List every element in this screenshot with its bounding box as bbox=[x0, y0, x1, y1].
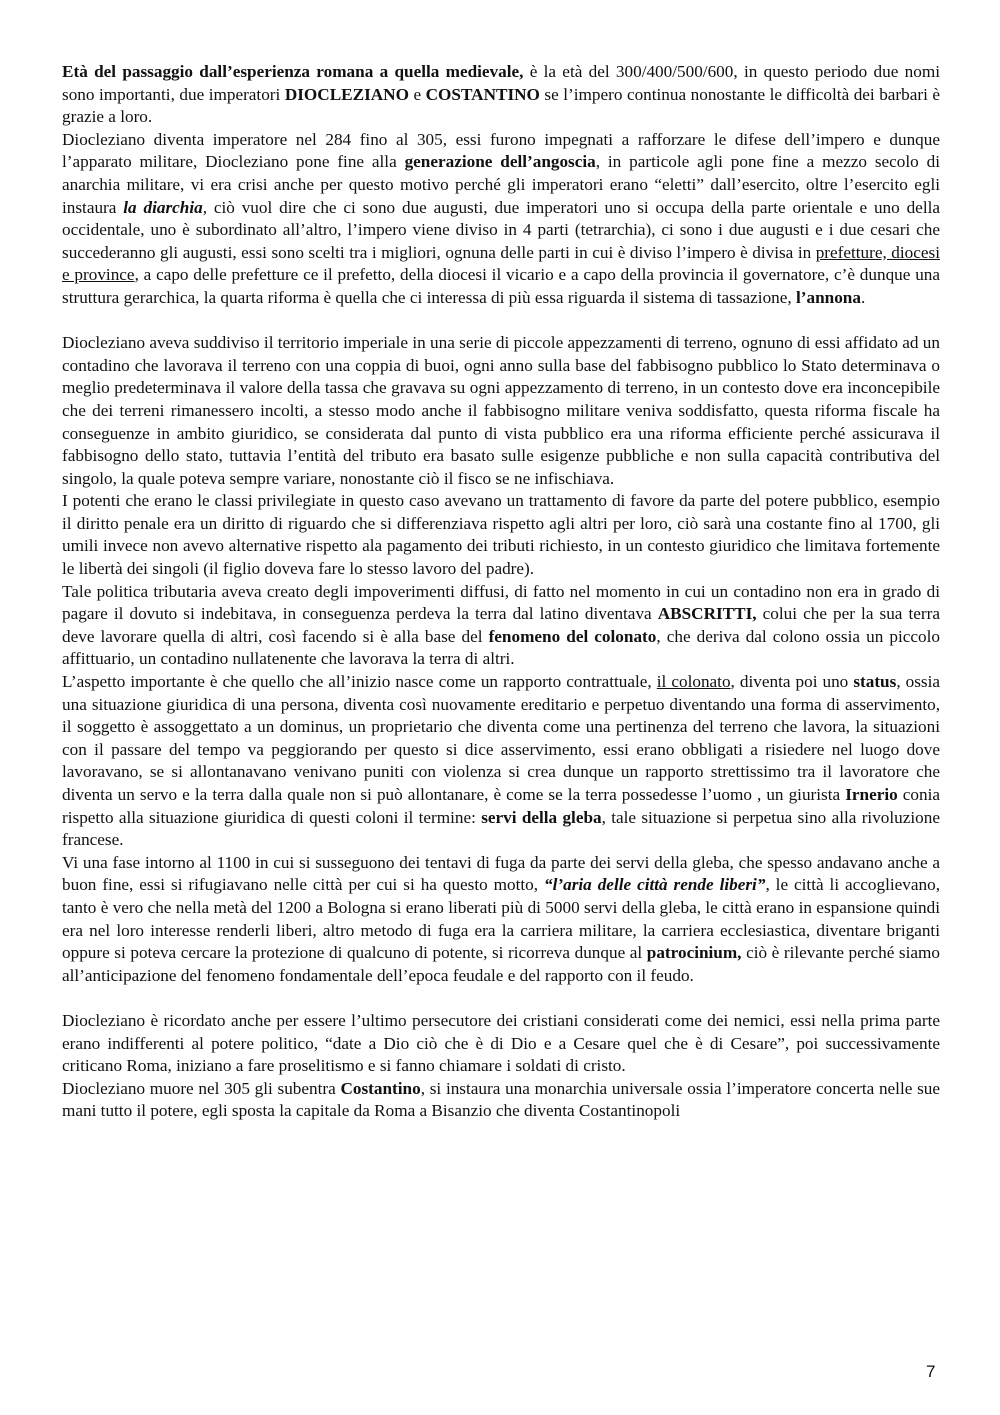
text-span: conia rispetto alla situazione giuridica di questi coloni il termine: bbox=[62, 785, 940, 827]
term-abscritti: ABSCRITTI, bbox=[657, 604, 757, 624]
text-span: , che deriva dal colono ossia un piccolo affittuario, un contadino nullatenente che lavorava la terra di altri. bbox=[62, 626, 940, 669]
text-span: L’aspetto importante è che quello che all’inizio nasce come un rapporto contrattuale, bbox=[62, 672, 657, 692]
quote-aria-citta: “l’aria delle città rende liberi” bbox=[544, 875, 766, 895]
text-span: I potenti che erano le classi privilegiate in questo caso avevano un trattamento di favore da parte del potere pubblico, esempio il diritto penale era un diritto di riguardo che si differenziava rispetto agli altri per loro, ciò sarà una costante fino al 1700, gli umili invece non avevo alternative rispetto ala pagamento dei tributi richiesto, in un contesto giuridico che limitava fortemente le libertà dei singoli (il figlio doveva fare lo stesso lavoro del padre). bbox=[62, 491, 940, 579]
paragraph-abscritti bbox=[62, 581, 940, 671]
text-span: , ciò vuol dire che ci sono due augusti, due imperatori uno si occupa della parte orientale e uno della occidentale, uno è subordinato all’altro, l’impero viene diviso in 4 parti (tetrarchia), ci sono i due augusti e i due cesari che succederanno gli augusti, essi sono scelti tra i migliori, ognuna delle parti in cui è diviso l’impero è divisa in bbox=[62, 197, 940, 262]
paragraph-privileged bbox=[62, 490, 940, 580]
paragraph-cristiani bbox=[62, 1010, 940, 1078]
text-span: se l’impero continua nonostante le difficoltà dei barbari è grazie a loro. bbox=[62, 84, 941, 127]
document-body bbox=[62, 61, 940, 1123]
name-costantino-2: Costantino bbox=[340, 1078, 421, 1098]
text-span: , in particole agli pone fine a mezzo secolo di anarchia militare, vi era crisi anche per questo motivo perché gli imperatori erano “eletti” dall’esercito, oltre l’esercito egli instaura bbox=[62, 152, 940, 217]
text-span: , si instaura una monarchia universale ossia l’imperatore concerta nelle sue mani tutto il potere, egli sposta la capitale da Roma a Bisanzio che diventa Costantinopoli bbox=[62, 1078, 940, 1121]
term-status: status bbox=[853, 672, 897, 692]
term-annona: l’annona bbox=[796, 287, 861, 307]
heading-phrase: Età del passaggio dall’esperienza romana a quella medievale, bbox=[62, 62, 524, 81]
paragraph-colonato bbox=[62, 671, 940, 852]
term-servi-gleba: servi della gleba bbox=[481, 807, 602, 827]
text-span: Diocleziano è ricordato anche per essere l’ultimo persecutore dei cristiani considerati come dei nemici, essi nella prima parte erano indifferenti al potere politico, “date a Dio ciò che è di Dio e a Cesare quel che è di Cesare”, poi successivamente criticano Roma, iniziano a fare proselitismo e si fanno chiamare i soldati di cristo. bbox=[62, 1010, 940, 1076]
text-span: , diventa poi uno bbox=[730, 672, 854, 692]
term-prefetture: prefetture, diocesi e province bbox=[62, 242, 940, 285]
name-costantino: COSTANTINO bbox=[425, 84, 540, 104]
text-span: , a capo delle prefetture ce il prefetto, della diocesi il vicario e a capo della provincia il governatore, c’è dunque una struttura gerarchica, la quarta riforma è quella che ci interessa di più essa riguarda il sistema di tassazione, bbox=[62, 265, 941, 307]
text-span: , tale situazione si perpetua sino alla rivoluzione francese. bbox=[62, 807, 940, 850]
term-il-colonato: il colonato bbox=[656, 672, 731, 692]
paragraph-taxation bbox=[62, 332, 940, 490]
term-patrocinium: patrocinium, bbox=[646, 943, 742, 963]
page-number: 7 bbox=[926, 1362, 936, 1381]
text-span: , le città li accoglievano, tanto è vero che nella metà del 1200 a Bologna si erano liberati più di 5000 servi della gleba, le città erano in espansione quindi era nel loro interesse renderli liberi, altro metodo di fuga era la carriera militare, la carriera ecclesiastica, diventare briganti oppure si poteva cercare la protezione di qualcuno di potente, si ricorreva dunque al bbox=[62, 875, 941, 963]
text-span: Tale politica tributaria aveva creato degli impoverimenti diffusi, di fatto nel momento in cui un contadino non era in grado di pagare il dovuto si indebitava, in conseguenza perdeva la terra dal latino diventava bbox=[62, 581, 940, 624]
text-span: Diocleziano diventa imperatore nel 284 fino al 305, essi furono impegnati a rafforzare le difese dell’impero e dunque l’apparato militare, Diocleziano pone fine alla bbox=[62, 129, 940, 172]
text-span: , ossia una situazione giuridica di una persona, diventa così nuovamente ereditario e perpetuo diventando una forma di asservimento, il soggetto è assoggettato a un dominus, un proprietario che diventa come una pertinenza del terreno che lavora, la situazioni con il passare del tempo va peggiorando per questo si dice asservimento, essi erano obbligati a risiedere nel luogo dove lavoravano, se si allontanavano venivano puniti con violenza si crea dunque un rapporto strettissimo tra il lavoratore che diventa un servo e la terra dalla quale non si può allontanare, è come se la terra possedesse l’uomo , un giurista bbox=[62, 672, 941, 804]
paragraph-diocleziano-reforms bbox=[62, 129, 940, 310]
text-span: . bbox=[860, 287, 866, 307]
paragraph-intro bbox=[62, 61, 940, 129]
paragraph-fuga bbox=[62, 852, 940, 988]
text-span: colui che per la sua terra deve lavorare quella di altri, così facendo si è alla base del bbox=[62, 604, 940, 646]
text-span: ciò è rilevante perché siamo all’anticipazione del fenomeno fondamentale dell’epoca feudale e del rapporto con il feudo. bbox=[62, 943, 940, 985]
name-irnerio: Irnerio bbox=[845, 785, 898, 804]
text-span: Vi una fase intorno al 1100 in cui si susseguono dei tentavi di fuga da parte dei servi della gleba, che spesso andavano anche a buon fine, essi si rifugiavano nelle città per cui si ha questo motto, bbox=[62, 852, 940, 895]
term-diarchia: la diarchia bbox=[123, 197, 203, 217]
text-span: Diocleziano aveva suddiviso il territorio imperiale in una serie di piccole appezzamenti di terreno, ognuno di essi affidato ad un contadino che lavorava il terreno con una coppia di buoi, ogni anno sulla base del fabbisogno pubblico lo Stato determinava o meglio predeterminava il valore della tassa che gravava su ogni appezzamento di terreno, in un contesto dove era inconcepibile che dei terreni rimanessero incolti, a stesso modo anche il fabbisogno militare veniva soddisfatto, questa riforma fiscale ha conseguenze in ambito giuridico, se considerata dal punto di vista pubblico era una riforma efficiente perché assicurava il fabbisogno dello stato, tuttavia l’entità del tributo era basato sulle esigenze pubbliche e non sulla capacità contributiva del singolo, la quale poteva sempre variare, nonostante ciò il fisco se ne infischiava. bbox=[62, 333, 940, 488]
paragraph-costantino bbox=[62, 1078, 940, 1123]
text-span: Diocleziano muore nel 305 gli subentra bbox=[62, 1078, 341, 1098]
text-span: e bbox=[408, 84, 426, 104]
name-diocleziano: DIOCLEZIANO bbox=[284, 84, 409, 104]
term-fenomeno-colonato: fenomeno del colonato bbox=[488, 626, 657, 646]
text-span: è la età del 300/400/500/600, in questo periodo due nomi sono importanti, due imperatori bbox=[62, 62, 940, 104]
term-generazione-angoscia: generazione dell’angoscia bbox=[404, 152, 596, 172]
